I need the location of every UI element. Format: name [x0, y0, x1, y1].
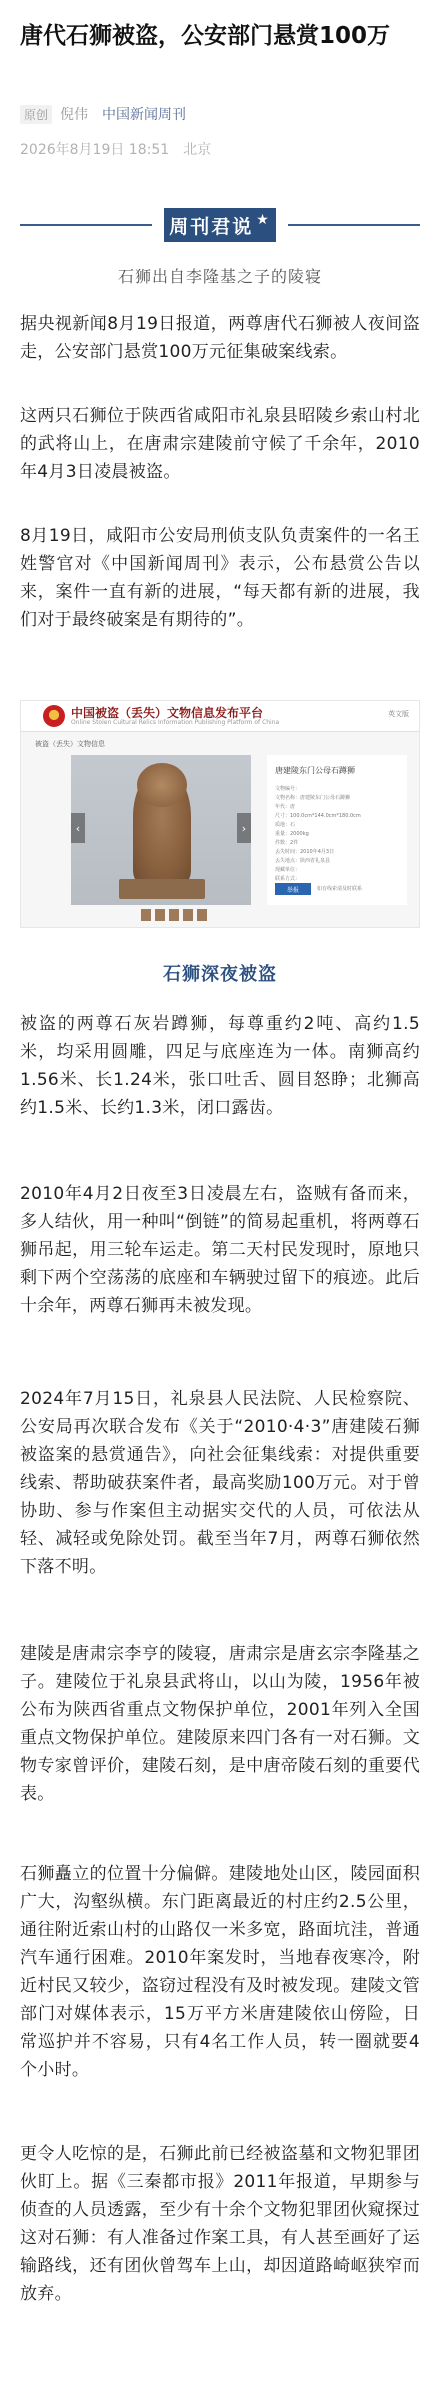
paragraph-4: 被盗的两尊石灰岩蹲狮，每尊重约2吨、高约1.5米，均采用圆雕，四足与底座连为一体。南狮高约1.56米、长1.24米，张口吐舌、圆目怒睁；北狮高约1.5米、长约1.3米，闭口露齿。: [20, 1014, 420, 1118]
article-title: 唐代石狮被盗，公安部门悬赏100万: [20, 23, 391, 49]
paragraph-7: 建陵是唐肃宗李亨的陵寝，唐肃宗是唐玄宗李隆基之子。建陵位于礼泉县武将山，以山为陵，1956年被公布为陕西省重点文物保护单位，2001年列入全国重点文物保护单位。建陵原来四门各有一对石狮。文物专家曾评价，建陵石刻，是中唐帝陵石刻的重要代表。: [20, 1644, 420, 1804]
source-account-link[interactable]: 中国新闻周刊: [102, 107, 187, 123]
screenshot-site-title: 中国被盗（丢失）文物信息发布平台: [71, 706, 264, 720]
thumbnail: [197, 909, 207, 921]
screenshot-report-button: 举报: [275, 883, 311, 895]
article-meta: [20, 104, 186, 124]
original-tag: 原创: [20, 105, 52, 124]
star-icon: ★: [256, 212, 271, 228]
column-label-box: [164, 208, 276, 242]
screenshot-info-line: 重量：2000kg: [275, 831, 309, 837]
paragraph-1: 据央视新闻8月19日报道，两尊唐代石狮被人夜间盗走，公安部门悬赏100万元征集破案线索。: [20, 314, 420, 362]
paragraph-9: 更令人吃惊的是，石狮此前已经被盗墓和文物犯罪团伙盯上。据《三秦都市报》2011年报道，早期参与侦查的人员透露，至少有十余个文物犯罪团伙窥探过这对石狮：有人准备过作案工具，有人甚至画好了运输路线，还有团伙曾驾车上山，却因道路崎岖狭窄而放弃。: [20, 2144, 420, 2304]
paragraph-3: 8月19日，咸阳市公安局刑侦支队负责案件的一名王姓警官对《中国新闻周刊》表示，公布悬赏公告以来，案件一直有新的进展，“每天都有新的进展，我们对于最终破案是有期待的”。: [20, 526, 420, 630]
screenshot-thumbnail-strip: [141, 909, 211, 921]
screenshot-info-line: 件数：2件: [275, 840, 299, 846]
column-banner: [20, 208, 420, 242]
screenshot-breadcrumb: 被盗（丢失）文物信息: [35, 740, 105, 748]
stone-lion-head: [137, 763, 187, 807]
screenshot-site-subtitle: Online Stolen Cultural Relics Information Publishing Platform of China: [71, 719, 280, 726]
screenshot-info-line: 丢失时间：2010年4月3日: [275, 849, 335, 855]
stone-lion-base: [119, 879, 205, 899]
screenshot-info-line: 尺寸：100.0cm*144.0cm*180.0cm: [275, 813, 361, 819]
screenshot-info-line: 文物名称：唐建陵东门公母石蹲狮: [275, 795, 351, 801]
banner-divider-right: [288, 224, 420, 226]
thumbnail: [141, 909, 151, 921]
paragraph-8: 石狮矗立的位置十分偏僻。建陵地处山区，陵园面积广大，沟壑纵横。东门距离最近的村庄约2.5公里，通往附近索山村的山路仅一米多宽，路面坑洼，普通汽车通行困难。2010年案发时，当地春夜寒冷，附近村民又较少，盗窃过程没有及时被发现。建陵文管部门对媒体表示，15万平方米唐建陵依山傍险，日常巡护并不容易，只有4名工作人员，转一圈就要4个小时。: [20, 1864, 420, 2080]
thumbnail: [183, 909, 193, 921]
screenshot-language-link: 英文版: [388, 710, 409, 718]
chevron-left-icon: ‹: [71, 813, 85, 843]
paragraph-6: 2024年7月15日，礼泉县人民法院、人民检察院、公安局再次联合发布《关于“2010·4·3”唐建陵石狮被盗案的悬赏通告》，向社会征集线索：对提供重要线索、帮助破获案件者，最高奖励100万元。对于曾协助、参与作案但主动据实交代的人员，可依法从轻、减轻或免除处罚。截至当年7月，两尊石狮依然下落不明。: [20, 1389, 420, 1577]
publish-date: 2026年8月19日 18:51: [20, 142, 170, 158]
screenshot-info-line: 质地：石: [275, 822, 296, 828]
article-subtitle: 石狮出自李隆基之子的陵寝: [117, 267, 322, 286]
police-emblem-icon: [43, 705, 65, 727]
screenshot-info-line: 文物编号：: [275, 786, 301, 792]
column-label: 周刊君说: [169, 215, 254, 238]
thumbnail: [155, 909, 165, 921]
screenshot-header: [21, 701, 420, 732]
paragraph-2: 这两只石狮位于陕西省咸阳市礼泉县昭陵乡索山村北的武将山上，在唐肃宗建陵前守候了千余年，2010年4月3日凌晨被盗。: [20, 406, 420, 482]
screenshot-info-line: 联系方式：: [275, 876, 301, 882]
screenshot-info-line: 年代：唐: [275, 804, 296, 810]
screenshot-report-text: 如有线索请及时联系: [317, 886, 363, 892]
platform-screenshot-image[interactable]: [20, 700, 420, 928]
paragraph-5: 2010年4月2日夜至3日凌晨左右，盗贼有备而来，多人结伙，用一种叫“倒链”的简易起重机，将两尊石狮吊起，用三轮车运走。第二天村民发现时，原地只剩下两个空荡荡的底座和车辆驶过留下的痕迹。此后十余年，两尊石狮再未被发现。: [20, 1184, 420, 1316]
publish-info: [20, 139, 211, 159]
banner-divider-left: [20, 224, 152, 226]
screenshot-info-line: 丢失地点：陕西省礼泉县: [275, 858, 331, 864]
thumbnail: [169, 909, 179, 921]
screenshot-info-line: 现藏单位：: [275, 867, 301, 873]
publish-location: 北京: [183, 142, 212, 158]
section-heading: 石狮深夜被盗: [163, 964, 277, 985]
author-name[interactable]: 倪伟: [60, 107, 89, 123]
chevron-right-icon: ›: [237, 813, 251, 843]
stone-lion-photo: [71, 755, 251, 905]
screenshot-item-title: 唐建陵东门公母石蹲狮: [275, 766, 355, 775]
screenshot-info-panel: [267, 755, 407, 905]
